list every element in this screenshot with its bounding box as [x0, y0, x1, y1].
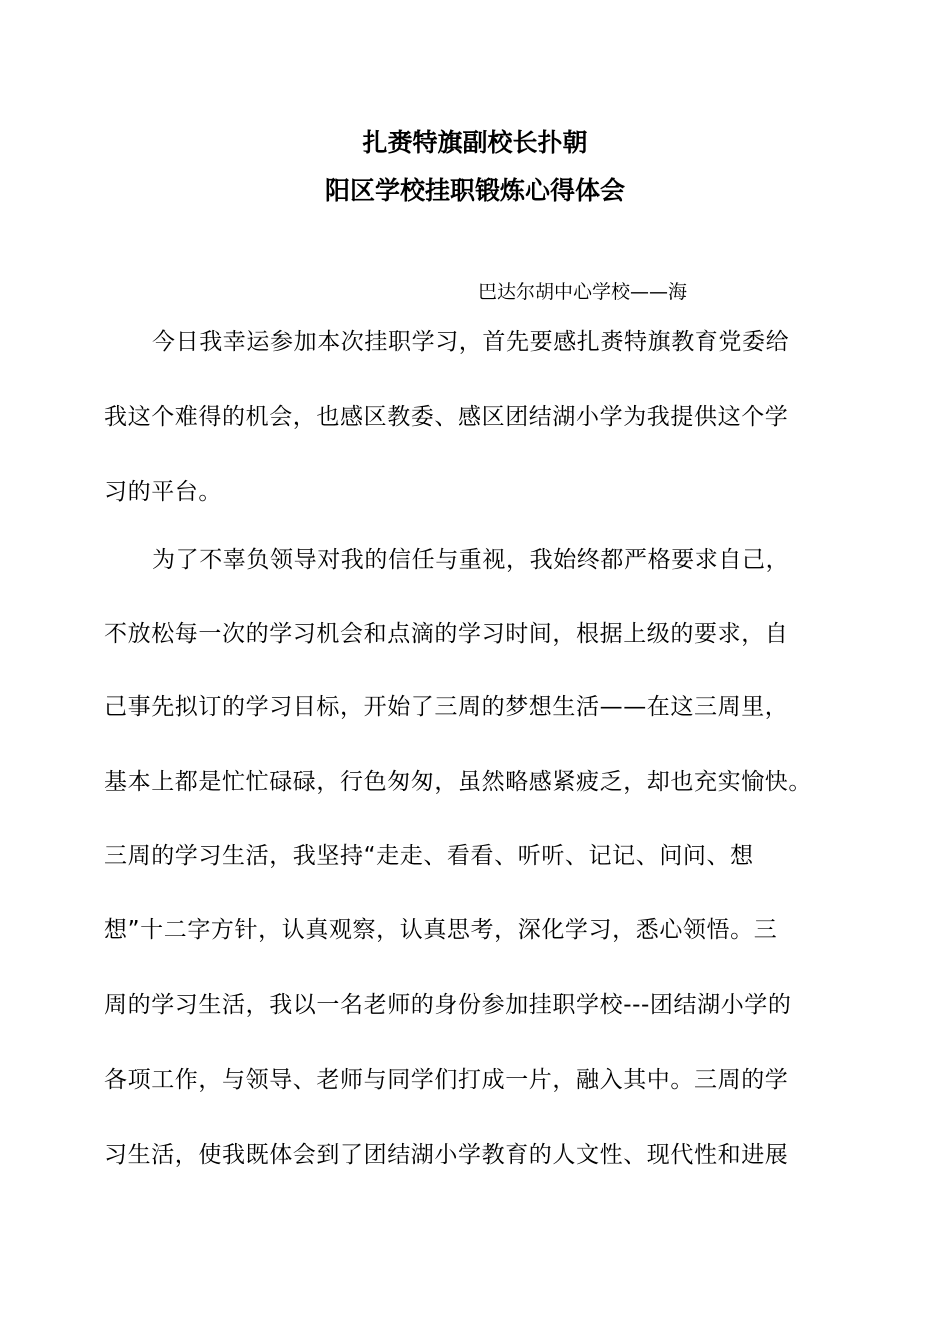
body-line-9: 想”十二字方针，认真观察，认真思考，深化学习，悉心领悟。三 [104, 917, 778, 943]
body-line-11: 各项工作，与领导、老师与同学们打成一片，融入其中。三周的学 [104, 1067, 789, 1093]
body-line-8: 三周的学习生活，我坚持“走走、看看、听听、记记、问问、想 [104, 843, 754, 869]
author-byline: 巴达尔胡中心学校——海 [478, 281, 688, 303]
document-title-line-2: 阳区学校挂职锻炼心得体会 [324, 176, 625, 205]
body-line-12: 习生活，使我既体会到了团结湖小学教育的人文性、现代性和进展 [104, 1142, 789, 1168]
document-title-line-1: 扎赉特旗副校长扑朝 [362, 128, 588, 157]
body-line-4: 为了不辜负领导对我的信任与重视，我始终都严格要求自己， [152, 547, 790, 573]
body-line-10: 周的学习生活，我以一名老师的身份参加挂职学校---团结湖小学的 [104, 992, 792, 1018]
body-line-3: 习的平台。 [104, 479, 222, 505]
body-line-6: 己事先拟订的学习目标，开始了三周的梦想生活——在这三周里， [104, 694, 789, 720]
body-line-7: 基本上都是忙忙碌碌，行色匆匆，虽然略感紧疲乏，却也充实愉快。 [104, 769, 812, 795]
body-line-5: 不放松每一次的学习机会和点滴的学习时间，根据上级的要求，自 [104, 621, 789, 647]
body-line-2: 我这个难得的机会，也感区教委、感区团结湖小学为我提供这个学 [104, 404, 789, 430]
body-line-1: 今日我幸运参加本次挂职学习，首先要感扎赉特旗教育党委给 [152, 329, 790, 355]
